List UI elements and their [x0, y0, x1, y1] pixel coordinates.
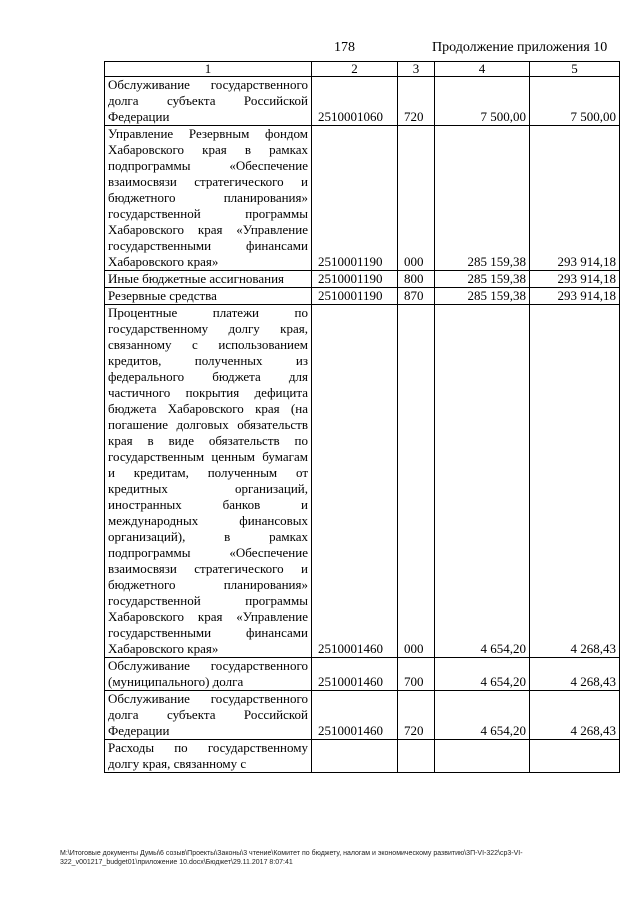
- row-code: 2510001190: [312, 271, 398, 288]
- row-value-2: 293 914,18: [530, 288, 620, 305]
- row-value-2: 4 268,43: [530, 658, 620, 691]
- row-code: 2510001190: [312, 288, 398, 305]
- row-name: Управление Резервным фондом Хабаровского края в рамках подпрограммы «Обеспечение взаимосвязи стратегического и бюджетного планирования» государственной программы Хабаровского края «Управление государственными финансами Хабаровского края»: [105, 126, 312, 271]
- row-code: 2510001060: [312, 77, 398, 126]
- column-header: 4: [435, 62, 530, 77]
- row-vr: 870: [398, 288, 435, 305]
- row-value-1: 4 654,20: [435, 658, 530, 691]
- row-name: Иные бюджетные ассигнования: [105, 271, 312, 288]
- row-vr: 800: [398, 271, 435, 288]
- column-header: 5: [530, 62, 620, 77]
- table-row: [105, 740, 620, 773]
- row-value-2: 4 268,43: [530, 691, 620, 740]
- row-value-1: 285 159,38: [435, 126, 530, 271]
- row-name: Расходы по государственному долгу края, связанному с: [105, 740, 312, 773]
- row-name: Процентные платежи по государственному долгу края, связанному с использованием кредитов, полученных из федерального бюджета для частичного покрытия дефицита бюджета Хабаровского края (на погашение долговых обязательств края в виде обязательств по государственным ценным бумагам и кредитам, полученным от кредитных организаций, иностранных банков и международных финансовых организаций), в рамках подпрограммы «Обеспечение взаимосвязи стратегического и бюджетного планирования» государственной программы Хабаровского края «Управление государственными финансами Хабаровского края»: [105, 305, 312, 658]
- row-value-1: 4 654,20: [435, 691, 530, 740]
- table-row: [105, 271, 620, 288]
- row-vr: 000: [398, 126, 435, 271]
- row-name: Обслуживание государственного долга субъекта Российской Федерации: [105, 691, 312, 740]
- column-header: 2: [312, 62, 398, 77]
- row-code: [312, 740, 398, 773]
- row-value-1: 7 500,00: [435, 77, 530, 126]
- row-value-2: [530, 740, 620, 773]
- row-vr: 720: [398, 77, 435, 126]
- table-row: [105, 691, 620, 740]
- continuation-label: Продолжение приложения 10: [432, 40, 608, 55]
- row-value-2: 4 268,43: [530, 305, 620, 658]
- row-name: Обслуживание государственного долга субъекта Российской Федерации: [105, 77, 312, 126]
- row-value-1: [435, 740, 530, 773]
- column-header: 3: [398, 62, 435, 77]
- row-value-2: 293 914,18: [530, 126, 620, 271]
- row-value-1: 285 159,38: [435, 288, 530, 305]
- table-header-row: [105, 62, 620, 77]
- row-value-1: 4 654,20: [435, 305, 530, 658]
- row-code: 2510001460: [312, 305, 398, 658]
- table-row: [105, 305, 620, 658]
- row-code: 2510001460: [312, 658, 398, 691]
- row-code: 2510001460: [312, 691, 398, 740]
- table-row: [105, 126, 620, 271]
- table-row: [105, 658, 620, 691]
- row-name: Резервные средства: [105, 288, 312, 305]
- table-row: [105, 288, 620, 305]
- page-number: 178: [334, 40, 355, 55]
- row-vr: 000: [398, 305, 435, 658]
- row-vr: [398, 740, 435, 773]
- row-value-1: 285 159,38: [435, 271, 530, 288]
- row-vr: 700: [398, 658, 435, 691]
- row-vr: 720: [398, 691, 435, 740]
- budget-table: [104, 61, 620, 773]
- footer-file-path: M:\Итоговые документы Думы\6 созыв\Проекты\Законы\3 чтение\Комитет по бюджету, налогам и экономическому развитию\3П-VI-322\ср3-VI-322_v001217_budget01\приложение 10.docx\Бюджет\29.11.2017 8:07:41: [60, 850, 523, 866]
- row-value-2: 293 914,18: [530, 271, 620, 288]
- column-header: 1: [105, 62, 312, 77]
- row-code: 2510001190: [312, 126, 398, 271]
- row-name: Обслуживание государственного (муниципального) долга: [105, 658, 312, 691]
- table-row: [105, 77, 620, 126]
- row-value-2: 7 500,00: [530, 77, 620, 126]
